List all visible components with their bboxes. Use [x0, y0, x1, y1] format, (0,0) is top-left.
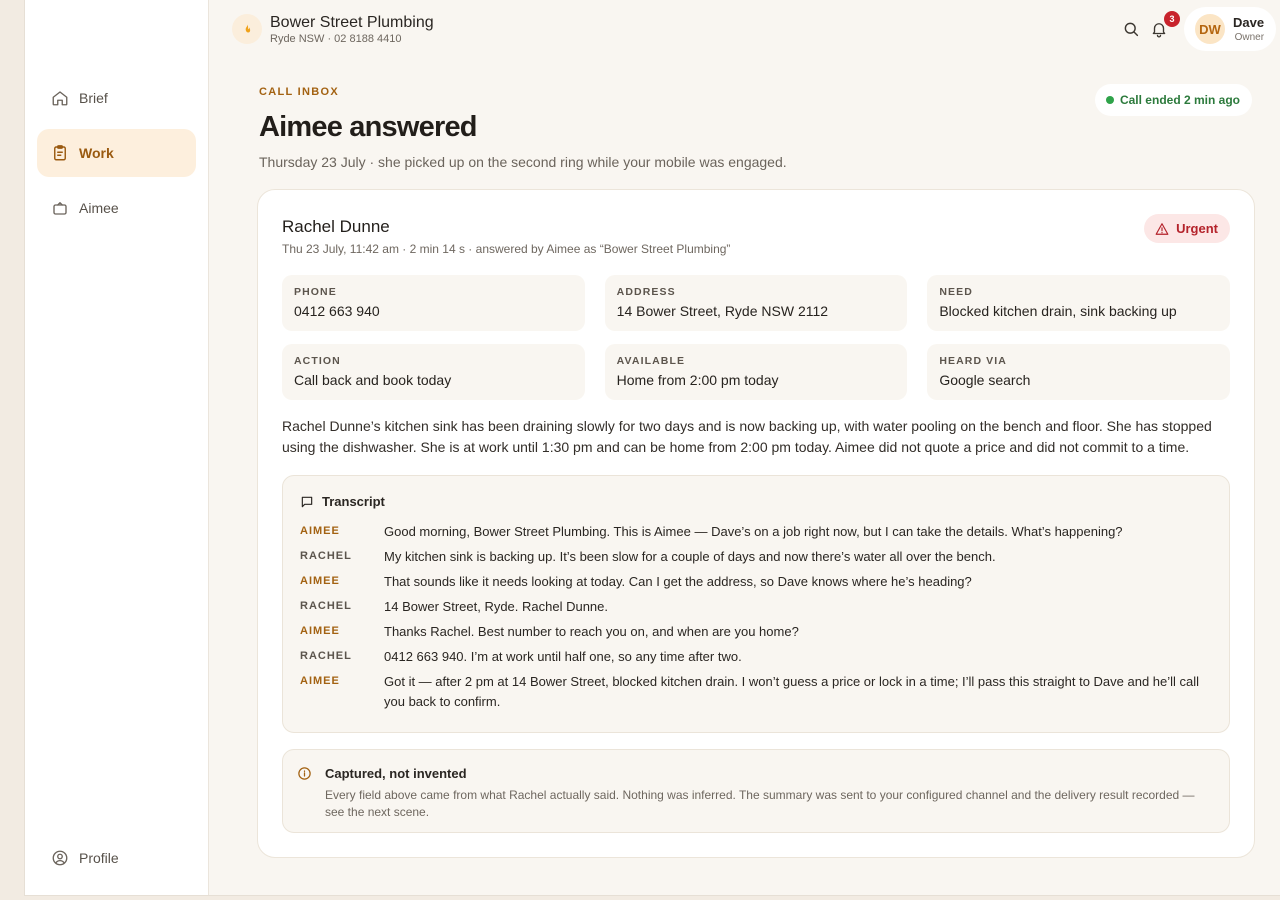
transcript-header [300, 494, 385, 509]
info-note [282, 749, 1230, 833]
sidebar-item-work[interactable] [37, 129, 196, 177]
speaker-label: RACHEL [300, 650, 352, 662]
note-body: Every field above came from what Rachel actually said. Nothing was inferred. The summary was sent to your configured channel and the delivery result recorded — see the next scene. [325, 788, 1195, 819]
radio-icon [51, 199, 69, 217]
utterance-text: Good morning, Bower Street Plumbing. This is Aimee — Dave’s on a job right now, but I can take the details. What’s happening? [384, 524, 1123, 539]
urgent-badge [1144, 214, 1230, 243]
field-value: Google search [939, 372, 1031, 388]
utterance-text: 14 Bower Street, Ryde. Rachel Dunne. [384, 599, 609, 614]
sidebar-item-aimee[interactable] [37, 184, 196, 232]
transcript-title: Transcript [322, 494, 385, 509]
note-title: Captured, not invented [325, 766, 467, 781]
field-label: ACTION [294, 355, 341, 367]
transcript-lines [300, 522, 1200, 717]
user-menu[interactable] [1184, 7, 1276, 51]
transcript-line [300, 547, 1200, 567]
field-value: Call back and book today [294, 372, 452, 388]
sidebar-item-label: Profile [79, 850, 119, 866]
status-dot-icon [1106, 96, 1114, 104]
utterance-text: Thanks Rachel. Best number to reach you on, and when are you home? [384, 624, 799, 639]
field-label: HEARD VIA [939, 355, 1007, 367]
field-value: Blocked kitchen drain, sink backing up [939, 303, 1177, 319]
field-value: 0412 663 940 [294, 303, 380, 319]
page-subtitle: Thursday 23 July · she picked up on the second ring while your mobile was engaged. [259, 154, 787, 170]
sidebar-item-label: Work [79, 145, 114, 161]
user-role: Owner [1234, 32, 1265, 43]
field-action [282, 344, 585, 400]
call-fields [282, 275, 1230, 400]
sidebar-item-brief[interactable] [37, 74, 196, 122]
warning-icon [1155, 222, 1169, 236]
avatar: DW [1195, 14, 1225, 44]
search-icon [1122, 20, 1140, 38]
call-card [257, 189, 1255, 858]
speaker-label: AIMEE [300, 575, 340, 587]
notification-count-badge: 3 [1164, 11, 1180, 27]
info-icon [297, 766, 312, 781]
utterance-text: That sounds like it needs looking at today. Can I get the address, so Dave knows where he’s heading? [384, 574, 972, 589]
transcript-line [300, 522, 1200, 542]
business-location-phone: Ryde NSW · 02 8188 4410 [270, 33, 402, 45]
speaker-label: RACHEL [300, 600, 352, 612]
call-meta: Thu 23 July, 11:42 am · 2 min 14 s · answered by Aimee as “Bower Street Plumbing” [282, 242, 731, 256]
utterance-text: Got it — after 2 pm at 14 Bower Street, blocked kitchen drain. I won’t guess a price or lock in a time; I’ll pass this straight to Dave and he’ll call you back to confirm. [384, 674, 1200, 709]
transcript-panel [282, 475, 1230, 733]
main-content [209, 0, 1280, 895]
page-title: Aimee answered [259, 111, 477, 143]
transcript-line [300, 672, 1200, 712]
field-need [927, 275, 1230, 331]
transcript-line [300, 597, 1200, 617]
speaker-label: RACHEL [300, 550, 352, 562]
speaker-label: AIMEE [300, 625, 340, 637]
utterance-text: 0412 663 940. I’m at work until half one, so any time after two. [384, 649, 742, 664]
clipboard-icon [51, 144, 69, 162]
section-label: CALL INBOX [259, 86, 340, 98]
caller-name: Rachel Dunne [282, 217, 390, 236]
field-heard-via [927, 344, 1230, 400]
flame-icon [240, 22, 254, 36]
field-label: AVAILABLE [616, 355, 686, 367]
speaker-label: AIMEE [300, 675, 340, 687]
field-value: Home from 2:00 pm today [616, 372, 779, 388]
transcript-line [300, 647, 1200, 667]
field-address [605, 275, 908, 331]
search-button[interactable] [1118, 16, 1144, 42]
urgent-label: Urgent [1176, 221, 1218, 236]
notifications-button[interactable] [1146, 14, 1175, 42]
call-summary: Rachel Dunne’s kitchen sink has been draining slowly for two days and is now backing up, with water pooling on the bench and floor. She has stopped using the dishwasher. She is at work until 1:30 pm and can be home from 2:00 pm today. Aimee did not quote a price and did not commit to a time. [282, 418, 1212, 455]
field-available [605, 344, 908, 400]
field-label: PHONE [294, 286, 337, 298]
utterance-text: My kitchen sink is backing up. It’s been slow for a couple of days and now there’s water all over the bench. [384, 549, 996, 564]
sidebar-item-profile[interactable] [37, 834, 196, 882]
home-icon [51, 89, 69, 107]
transcript-line [300, 572, 1200, 592]
user-name: Dave [1233, 15, 1265, 30]
call-status-text: Call ended 2 min ago [1119, 93, 1240, 107]
top-bar [209, 0, 1280, 60]
field-phone [282, 275, 585, 331]
sidebar-item-label: Brief [79, 90, 108, 106]
transcript-line [300, 622, 1200, 642]
app-window [24, 0, 1280, 896]
field-value: 14 Bower Street, Ryde NSW 2112 [616, 303, 829, 319]
sidebar-item-label: Aimee [79, 200, 119, 216]
business-name: Bower Street Plumbing [270, 14, 434, 31]
chat-bubble-icon [300, 495, 314, 509]
field-label: NEED [939, 286, 973, 298]
call-status-badge [1095, 84, 1252, 116]
business-logo [232, 14, 262, 44]
sidebar [25, 0, 209, 895]
speaker-label: AIMEE [300, 525, 340, 537]
user-circle-icon [51, 849, 69, 867]
field-label: ADDRESS [616, 286, 676, 298]
